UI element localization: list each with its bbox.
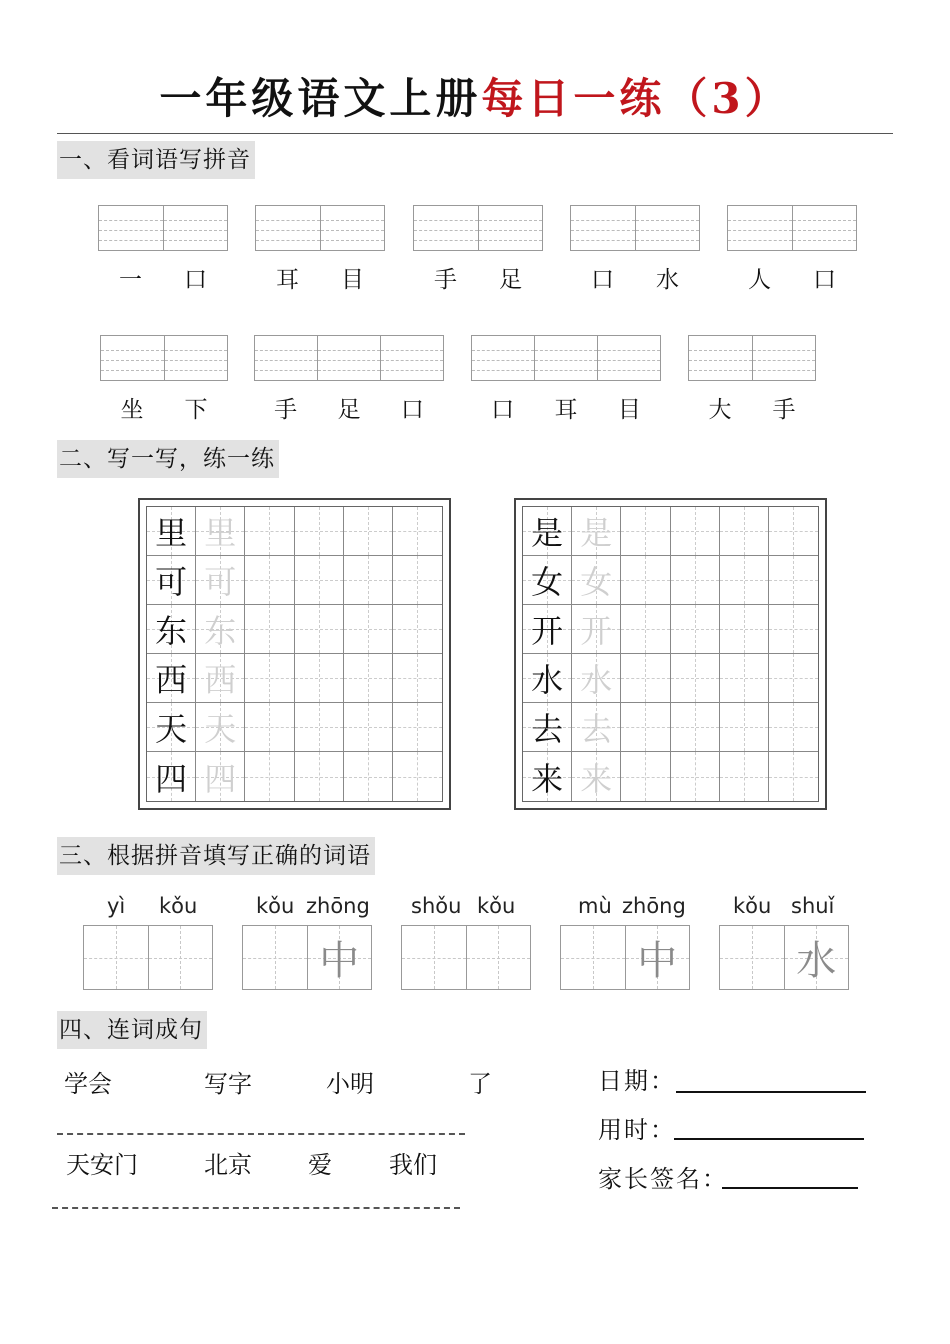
word-chars <box>254 391 444 424</box>
tianzige-cell[interactable] <box>626 926 690 989</box>
trace-char: 四 <box>204 759 237 798</box>
pinyin-box[interactable] <box>98 205 228 251</box>
word-chars <box>471 391 661 424</box>
date-label: 日期： <box>598 1067 676 1095</box>
pinyin-box[interactable] <box>727 205 857 251</box>
hint-char: 水 <box>796 938 837 984</box>
writing-cell[interactable] <box>621 556 670 604</box>
writing-cell[interactable] <box>671 752 720 801</box>
word-chars <box>570 261 700 294</box>
writing-cell[interactable] <box>769 654 818 702</box>
model-char-cell <box>147 605 196 653</box>
parent-sign-label: 家长签名： <box>598 1165 728 1193</box>
model-char-cell <box>147 556 196 604</box>
pinyin-label: kǒu <box>256 894 295 918</box>
writing-cell[interactable] <box>671 654 720 702</box>
practice-row <box>147 605 442 654</box>
trace-char-cell <box>196 556 245 604</box>
pinyin-cell[interactable] <box>414 206 479 250</box>
pinyin-box[interactable] <box>471 335 661 381</box>
hint-char: 中 <box>637 938 678 984</box>
parent-sign-field[interactable] <box>722 1187 858 1189</box>
writing-cell[interactable] <box>621 507 670 555</box>
answer-line-2[interactable] <box>52 1207 460 1209</box>
word-char: 手 <box>772 397 796 423</box>
writing-cell[interactable] <box>245 507 294 555</box>
pinyin-cell[interactable] <box>164 206 228 250</box>
tianzige-cell[interactable] <box>84 926 149 989</box>
writing-cell[interactable] <box>393 507 442 555</box>
pinyin-cell[interactable] <box>256 206 321 250</box>
trace-char: 天 <box>204 710 237 748</box>
section1-heading: 一、看词语写拼音 <box>57 141 255 179</box>
pinyin-label: kǒu <box>159 894 198 918</box>
writing-cell[interactable] <box>245 703 294 751</box>
practice-row <box>147 703 442 752</box>
pinyin-box[interactable] <box>255 205 385 251</box>
model-char-cell <box>523 507 572 555</box>
trace-char-cell <box>572 752 621 801</box>
model-char-cell <box>523 703 572 751</box>
word-char: 水 <box>656 267 679 293</box>
pinyin-cell[interactable] <box>381 336 443 380</box>
word-chars <box>100 391 228 424</box>
trace-char-cell <box>196 703 245 751</box>
writing-cell[interactable] <box>769 507 818 555</box>
pinyin-label: mù <box>578 894 612 918</box>
word-card: 天安门 <box>66 1151 138 1179</box>
writing-cell[interactable] <box>295 507 344 555</box>
model-char-cell <box>147 752 196 801</box>
word-char: 耳 <box>554 397 578 423</box>
practice-grid-right <box>514 498 827 810</box>
model-char-cell <box>523 654 572 702</box>
pinyin-cell[interactable] <box>101 336 165 380</box>
trace-char-cell <box>572 605 621 653</box>
tianzige-cell[interactable] <box>720 926 785 989</box>
writing-cell[interactable] <box>720 507 769 555</box>
tianzige-box[interactable] <box>242 925 372 990</box>
pinyin-box[interactable] <box>570 205 700 251</box>
writing-cell[interactable] <box>344 556 393 604</box>
model-char: 是 <box>531 514 564 552</box>
practice-row <box>147 507 442 556</box>
word-card: 学会 <box>64 1070 112 1098</box>
writing-cell[interactable] <box>344 703 393 751</box>
pinyin-label: kǒu <box>733 894 772 918</box>
trace-char: 可 <box>204 563 237 601</box>
tianzige-cell[interactable] <box>402 926 467 989</box>
word-char: 手 <box>274 397 298 423</box>
pinyin-box[interactable] <box>100 335 228 381</box>
trace-char-cell <box>196 605 245 653</box>
tianzige-cell[interactable] <box>785 926 849 989</box>
writing-cell[interactable] <box>720 703 769 751</box>
word-card: 了 <box>468 1070 492 1098</box>
pinyin-cell[interactable] <box>255 336 318 380</box>
title-divider <box>57 133 893 134</box>
title-main: 一年级语文上册 <box>159 74 482 123</box>
model-char-cell <box>523 556 572 604</box>
writing-cell[interactable] <box>393 654 442 702</box>
model-char-cell <box>147 654 196 702</box>
pinyin-label: shuǐ <box>791 894 835 918</box>
trace-char: 开 <box>580 612 613 650</box>
pinyin-box[interactable] <box>254 335 444 381</box>
tianzige-box[interactable] <box>719 925 849 990</box>
date-field[interactable] <box>676 1091 866 1093</box>
writing-cell[interactable] <box>295 556 344 604</box>
word-chars <box>98 261 228 294</box>
title-accent: 每日一练（3） <box>481 74 791 123</box>
writing-cell[interactable] <box>769 752 818 801</box>
trace-char: 是 <box>580 514 613 552</box>
practice-row <box>523 752 818 801</box>
word-char: 目 <box>341 267 364 293</box>
trace-char: 东 <box>204 612 237 650</box>
section3-heading: 三、根据拼音填写正确的词语 <box>57 837 375 875</box>
writing-cell[interactable] <box>671 703 720 751</box>
trace-char-cell <box>196 752 245 801</box>
pinyin-label: shǒu <box>411 894 462 918</box>
writing-cell[interactable] <box>621 752 670 801</box>
writing-cell[interactable] <box>621 654 670 702</box>
practice-row <box>523 703 818 752</box>
writing-cell[interactable] <box>393 703 442 751</box>
model-char: 东 <box>155 612 188 650</box>
writing-cell[interactable] <box>295 752 344 801</box>
writing-cell[interactable] <box>720 752 769 801</box>
trace-char-cell <box>196 507 245 555</box>
writing-cell[interactable] <box>295 703 344 751</box>
pinyin-cell[interactable] <box>689 336 753 380</box>
word-chars <box>413 261 543 294</box>
hint-char: 中 <box>319 938 360 984</box>
model-char-cell <box>523 605 572 653</box>
answer-line-1[interactable] <box>57 1133 465 1135</box>
writing-cell[interactable] <box>393 556 442 604</box>
practice-row <box>523 654 818 703</box>
word-card: 写字 <box>204 1070 252 1098</box>
trace-char: 去 <box>580 710 613 748</box>
practice-row <box>523 605 818 654</box>
trace-char-cell <box>572 556 621 604</box>
model-char-cell <box>147 703 196 751</box>
word-char: 口 <box>813 267 836 293</box>
trace-char-cell <box>572 654 621 702</box>
writing-cell[interactable] <box>245 752 294 801</box>
tianzige-cell[interactable] <box>561 926 626 989</box>
tianzige-cell[interactable] <box>308 926 372 989</box>
trace-char: 里 <box>204 514 237 552</box>
model-char: 女 <box>531 563 564 601</box>
section4-heading: 四、连词成句 <box>57 1011 207 1049</box>
pinyin-cell[interactable] <box>472 336 535 380</box>
model-char: 里 <box>155 514 188 552</box>
word-char: 口 <box>184 267 207 293</box>
writing-cell[interactable] <box>720 605 769 653</box>
word-char: 足 <box>337 397 361 423</box>
writing-cell[interactable] <box>295 654 344 702</box>
pinyin-cell[interactable] <box>598 336 660 380</box>
model-char-cell <box>147 507 196 555</box>
word-char: 人 <box>748 267 771 293</box>
model-char-cell <box>523 752 572 801</box>
word-card: 爱 <box>308 1151 332 1179</box>
writing-cell[interactable] <box>295 605 344 653</box>
trace-char: 水 <box>580 661 613 699</box>
writing-cell[interactable] <box>720 556 769 604</box>
word-char: 口 <box>591 267 614 293</box>
model-char: 可 <box>155 563 188 601</box>
pinyin-box[interactable] <box>413 205 543 251</box>
word-char: 大 <box>708 397 732 423</box>
pinyin-label: zhōng <box>306 894 370 918</box>
tianzige-box[interactable] <box>560 925 690 990</box>
model-char: 西 <box>155 661 188 699</box>
writing-cell[interactable] <box>671 556 720 604</box>
trace-char: 来 <box>580 759 613 798</box>
model-char: 天 <box>155 710 188 748</box>
model-char: 去 <box>531 710 564 748</box>
pinyin-cell[interactable] <box>571 206 636 250</box>
pinyin-cell[interactable] <box>535 336 598 380</box>
writing-cell[interactable] <box>671 605 720 653</box>
word-char: 口 <box>491 397 515 423</box>
practice-row <box>147 654 442 703</box>
pinyin-cell[interactable] <box>479 206 543 250</box>
word-char: 口 <box>400 397 424 423</box>
tianzige-box[interactable] <box>401 925 531 990</box>
pinyin-cell[interactable] <box>636 206 700 250</box>
pinyin-label: kǒu <box>477 894 516 918</box>
word-char: 一 <box>119 267 142 293</box>
trace-char-cell <box>572 507 621 555</box>
writing-cell[interactable] <box>671 507 720 555</box>
pinyin-cell[interactable] <box>165 336 228 380</box>
practice-row <box>147 752 442 801</box>
practice-row <box>147 556 442 605</box>
section2-heading: 二、写一写，练一练 <box>57 440 279 478</box>
writing-cell[interactable] <box>621 605 670 653</box>
tianzige-cell[interactable] <box>243 926 308 989</box>
practice-grid-left <box>138 498 451 810</box>
word-card: 北京 <box>204 1151 252 1179</box>
model-char: 水 <box>531 661 564 699</box>
pinyin-cell[interactable] <box>321 206 385 250</box>
tianzige-box[interactable] <box>83 925 213 990</box>
writing-cell[interactable] <box>344 654 393 702</box>
model-char: 四 <box>155 759 188 798</box>
time-label: 用时： <box>598 1116 676 1144</box>
writing-cell[interactable] <box>621 703 670 751</box>
trace-char-cell <box>572 703 621 751</box>
writing-cell[interactable] <box>769 703 818 751</box>
word-char: 足 <box>499 267 522 293</box>
word-card: 我们 <box>389 1151 437 1179</box>
word-char: 耳 <box>276 267 299 293</box>
trace-char: 西 <box>204 661 237 699</box>
pinyin-cell[interactable] <box>728 206 793 250</box>
word-card: 小明 <box>326 1070 374 1098</box>
word-char: 手 <box>434 267 457 293</box>
tianzige-cell[interactable] <box>149 926 213 989</box>
practice-row <box>523 507 818 556</box>
page-title <box>0 66 950 126</box>
writing-cell[interactable] <box>245 556 294 604</box>
writing-cell[interactable] <box>393 752 442 801</box>
pinyin-label: zhōng <box>622 894 686 918</box>
pinyin-cell[interactable] <box>99 206 164 250</box>
writing-cell[interactable] <box>344 752 393 801</box>
writing-cell[interactable] <box>769 605 818 653</box>
pinyin-box[interactable] <box>688 335 816 381</box>
word-chars <box>688 391 816 424</box>
writing-cell[interactable] <box>344 507 393 555</box>
word-char: 目 <box>617 397 641 423</box>
time-field[interactable] <box>674 1138 864 1140</box>
tianzige-cell[interactable] <box>467 926 531 989</box>
word-chars <box>727 261 857 294</box>
writing-cell[interactable] <box>344 605 393 653</box>
practice-row <box>523 556 818 605</box>
word-chars <box>255 261 385 294</box>
writing-cell[interactable] <box>245 605 294 653</box>
pinyin-label: yì <box>107 894 126 918</box>
word-char: 坐 <box>120 397 144 423</box>
writing-cell[interactable] <box>720 654 769 702</box>
writing-cell[interactable] <box>769 556 818 604</box>
pinyin-cell[interactable] <box>793 206 857 250</box>
model-char: 开 <box>531 612 564 650</box>
pinyin-cell[interactable] <box>753 336 816 380</box>
writing-cell[interactable] <box>245 654 294 702</box>
word-char: 下 <box>184 397 208 423</box>
trace-char-cell <box>196 654 245 702</box>
pinyin-cell[interactable] <box>318 336 381 380</box>
writing-cell[interactable] <box>393 605 442 653</box>
model-char: 来 <box>531 759 564 798</box>
trace-char: 女 <box>580 563 613 601</box>
